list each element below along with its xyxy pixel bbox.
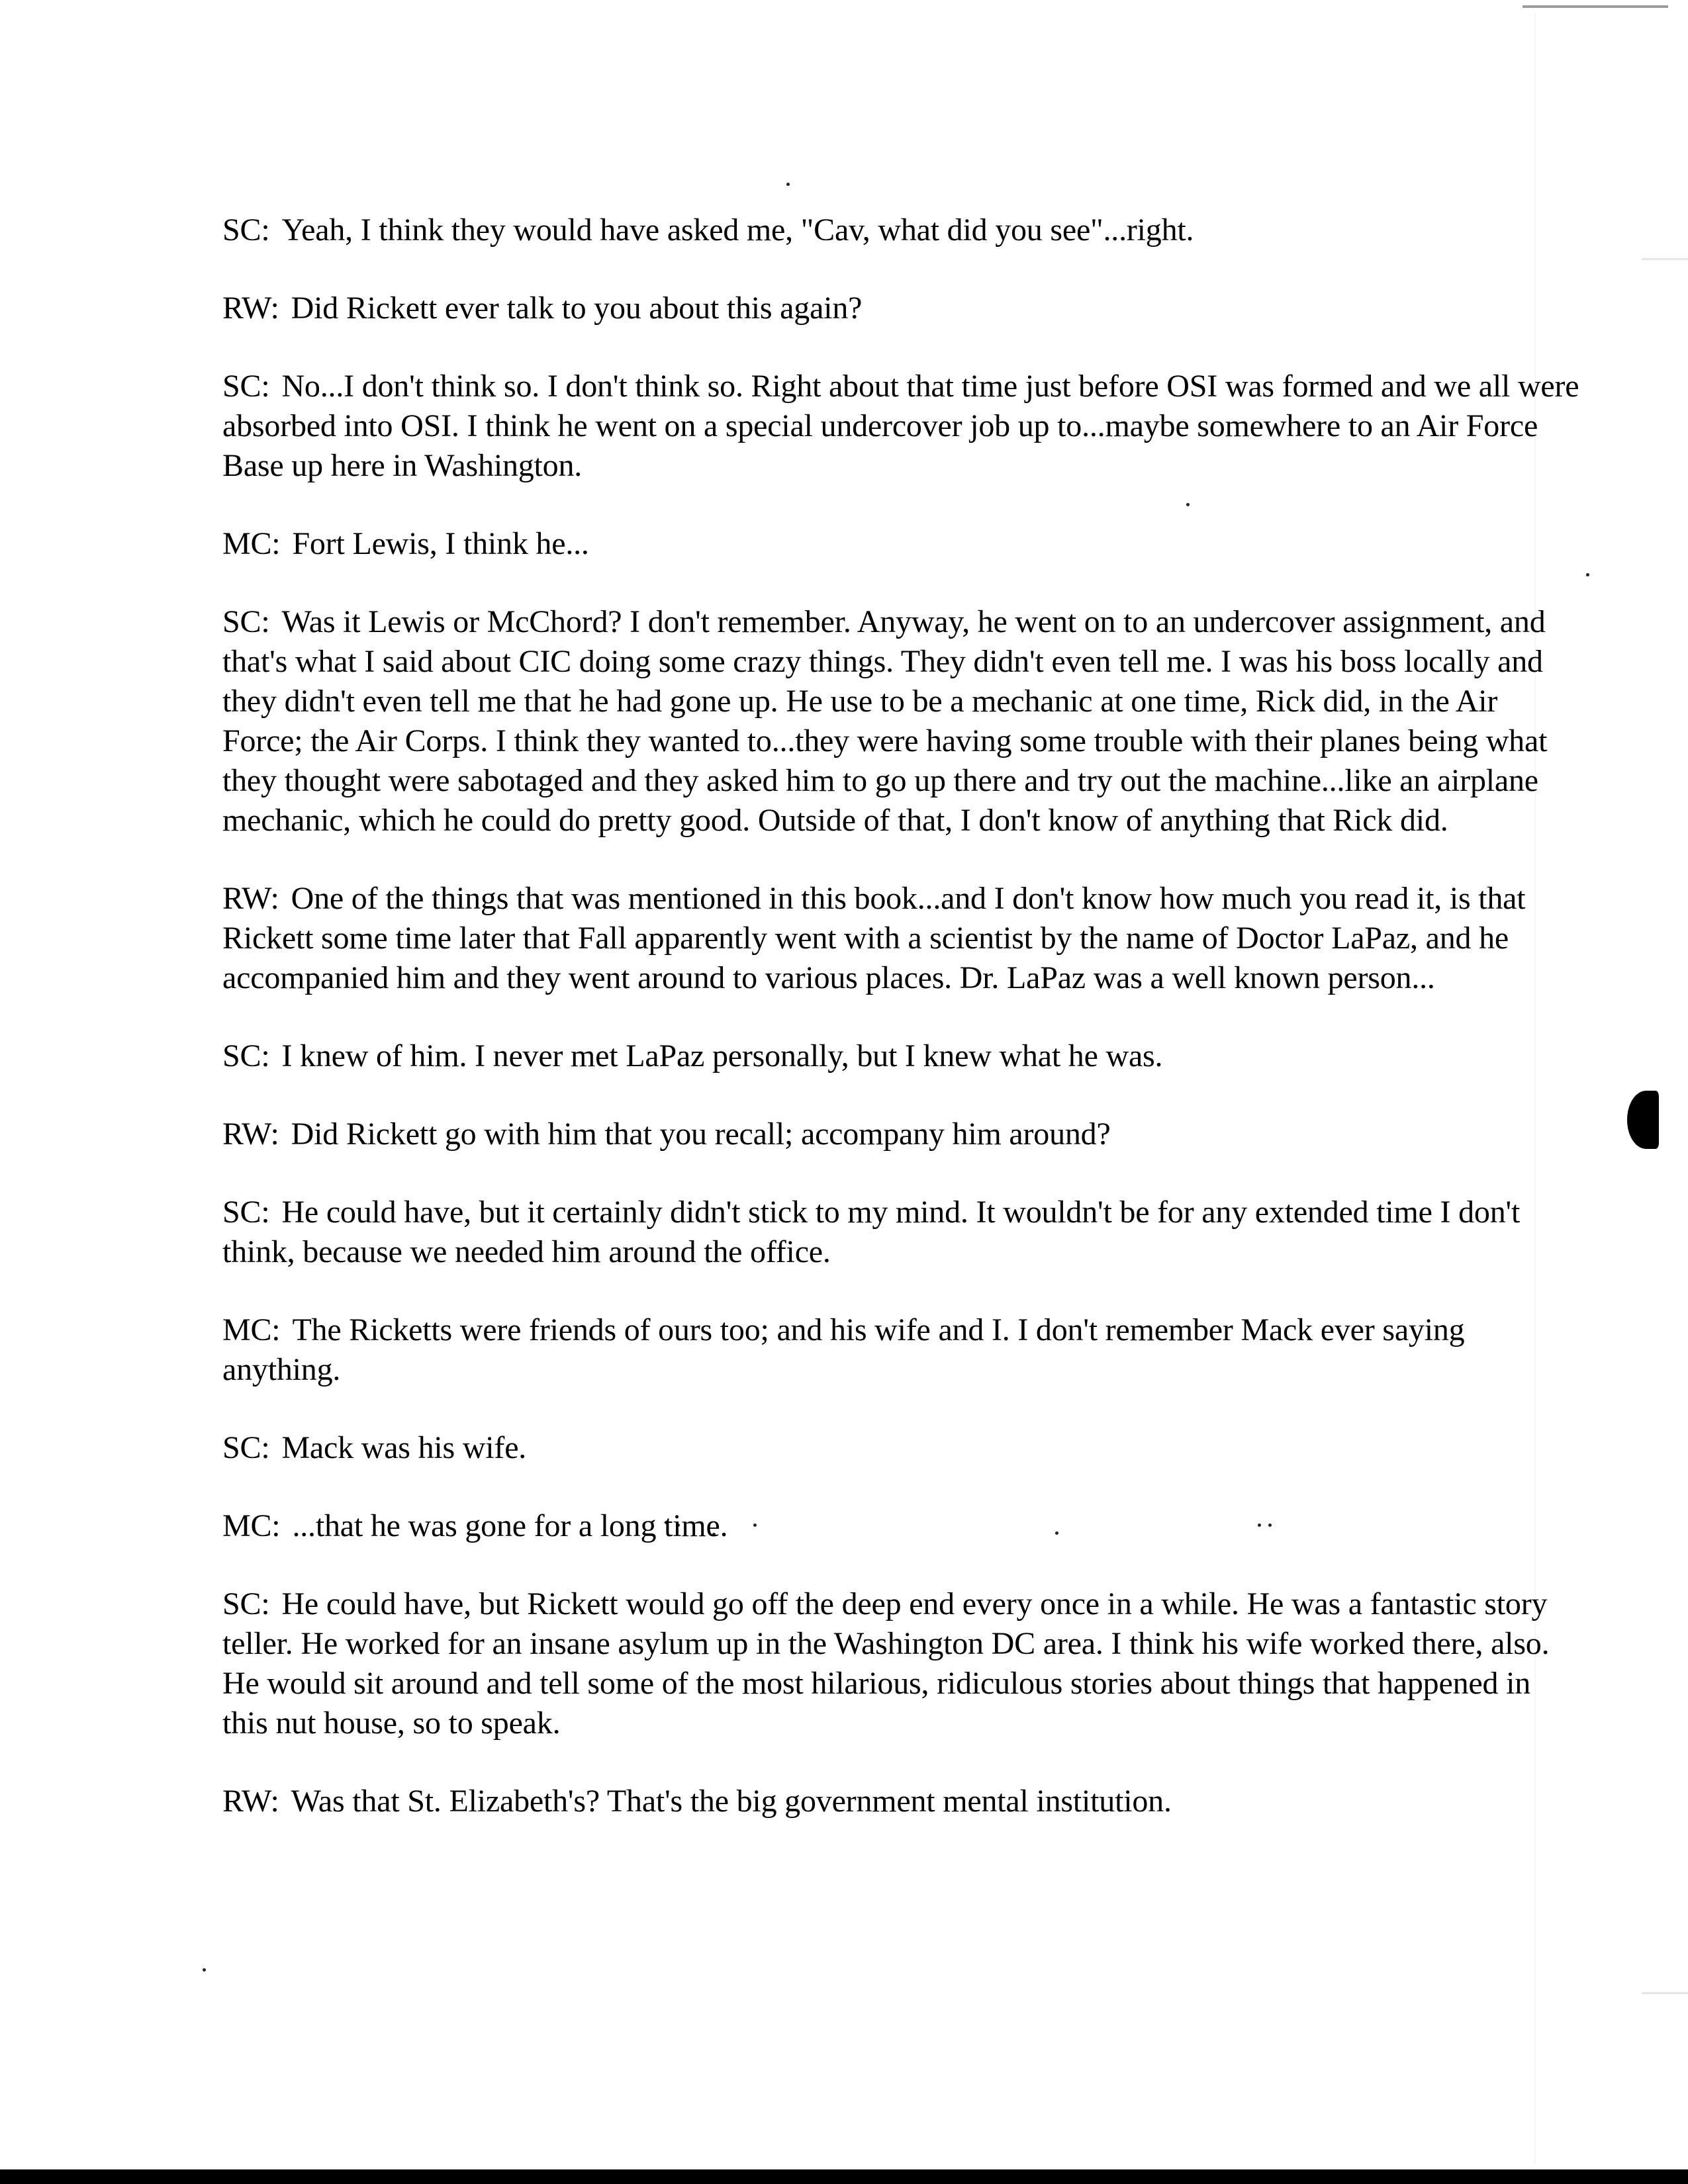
speaker-label: SC : — [222, 1036, 269, 1076]
interview-transcript — [222, 210, 1579, 1860]
entry-text: No...I don't think so. I don't think so. Right about that time just before OSI was formed and we all were absorbed into OSI. I think he went on a special undercover job up to...maybe somewhere to an Air Force Base up here in Washington. — [222, 369, 1579, 483]
transcript-entry — [222, 367, 1579, 486]
transcript-entry — [222, 602, 1579, 841]
speaker-label: MC : — [222, 524, 280, 564]
speaker-label: SC : — [222, 210, 269, 250]
scan-speck — [1586, 573, 1589, 576]
speaker-label: MC : — [222, 1506, 280, 1546]
entry-text: Mack was his wife. — [281, 1430, 527, 1465]
speaker-label: MC : — [222, 1310, 280, 1350]
speaker-label: RW : — [222, 289, 279, 328]
transcript-entry — [222, 1115, 1579, 1154]
scan-bottom-edge — [0, 2169, 1688, 2184]
speaker-label: RW : — [222, 1782, 279, 1821]
transcript-entry — [222, 1584, 1579, 1743]
speaker-label: SC : — [222, 602, 269, 642]
speaker-label: SC : — [222, 1584, 269, 1624]
transcript-entry — [222, 879, 1579, 998]
entry-text: He could have, but it certainly didn't stick to my mind. It wouldn't be for any extended time I don't think, because we needed him around the office. — [222, 1195, 1521, 1269]
entry-text: Was that St. Elizabeth's? That's the big government mental institution. — [291, 1784, 1172, 1819]
scan-artifact-streak — [1523, 5, 1668, 8]
entry-text: Did Rickett ever talk to you about this again? — [291, 291, 863, 326]
transcript-entry — [222, 1782, 1579, 1821]
binder-hole-mark — [1627, 1091, 1659, 1149]
entry-text: Did Rickett go with him that you recall; accompany him around? — [291, 1116, 1111, 1152]
entry-text: The Ricketts were friends of ours too; and his wife and I. I don't remember Mack ever saying anything. — [222, 1312, 1465, 1387]
entry-text: Was it Lewis or McChord? I don't remember. Anyway, he went on to an undercover assignment, and that's what I said about CIC doing some crazy things. They didn't even tell me. I was his boss locally and they didn't even tell me that he had gone up. He use to be a mechanic at one time, Rick did, in the Air Force; the Air Corps. I think they wanted to...they were having some trouble with their planes being what they thought were sabotaged and they asked him to go up there and try out the machine...like an airplane mechanic, which he could do pretty good. Outside of that, I don't know of anything that Rick did. — [222, 604, 1548, 838]
transcript-entry — [222, 1193, 1579, 1272]
entry-text: Yeah, I think they would have asked me, "Cav, what did you see"...right. — [281, 212, 1194, 248]
transcript-entry — [222, 1428, 1579, 1468]
entry-text: Fort Lewis, I think he... — [292, 526, 589, 561]
entry-text: He could have, but Rickett would go off the deep end every once in a while. He was a fantastic story teller. He worked for an insane asylum up in the Washington DC area. I think his wife worked there, also. He would sit around and tell some of the most hilarious, ridiculous stories about things that happened in this nut house, so to speak. — [222, 1586, 1550, 1741]
scan-speck — [203, 1968, 206, 1972]
speaker-label: SC : — [222, 1193, 269, 1232]
transcript-entry — [222, 1036, 1579, 1076]
transcript-entry — [222, 1310, 1579, 1390]
speaker-label: RW : — [222, 1115, 279, 1154]
scan-artifact-streak — [1642, 258, 1688, 260]
entry-text: One of the things that was mentioned in this book...and I don't know how much you read it, is that Rickett some time later that Fall apparently went with a scientist by the name of Doctor LaPaz, and he accompanied him and they went around to various places. Dr. LaPaz was a well known person... — [222, 881, 1526, 995]
entry-text: ...that he was gone for a long time. — [292, 1508, 728, 1543]
transcript-entry — [222, 524, 1579, 564]
scan-artifact-streak — [1642, 1992, 1688, 1994]
speaker-label: SC : — [222, 367, 269, 406]
scan-speck — [786, 183, 790, 186]
transcript-entry — [222, 289, 1579, 328]
transcript-entry — [222, 210, 1579, 250]
speaker-label: RW : — [222, 879, 279, 919]
transcript-entry — [222, 1506, 1579, 1546]
entry-text: I knew of him. I never met LaPaz personally, but I knew what he was. — [281, 1038, 1163, 1073]
speaker-label: SC : — [222, 1428, 269, 1468]
